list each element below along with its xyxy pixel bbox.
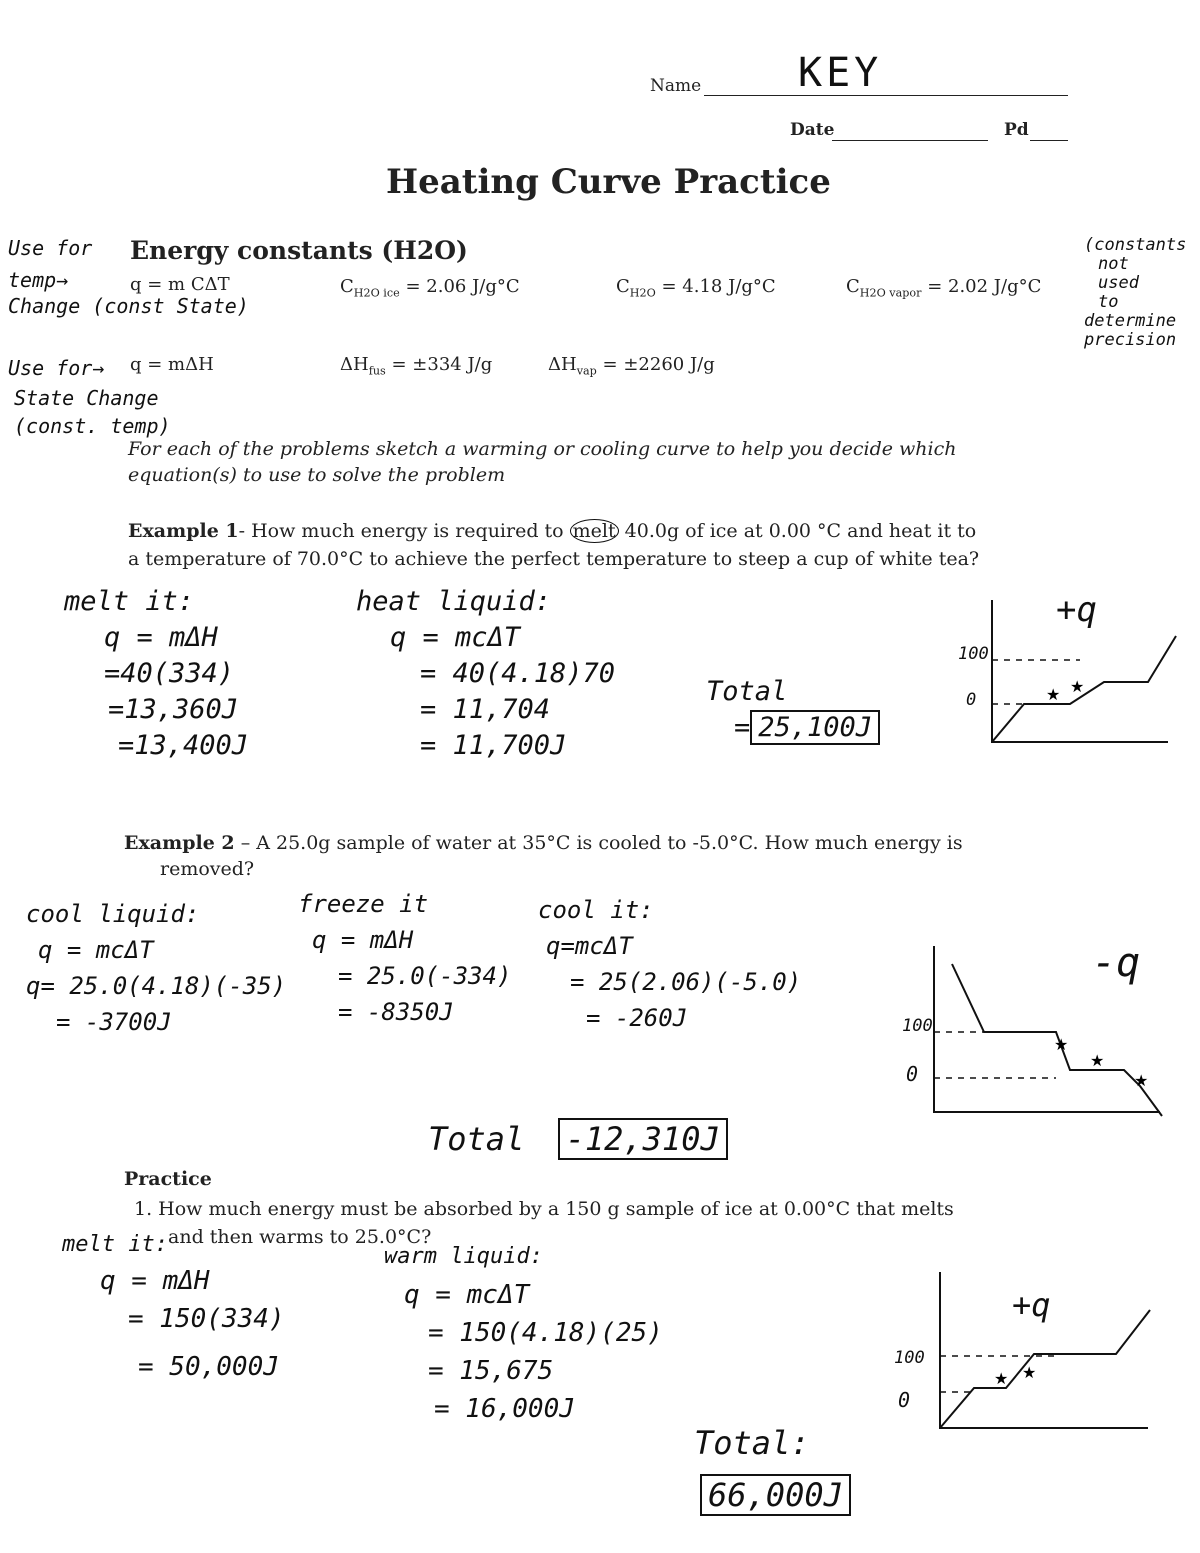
example-1-question-line-2: a temperature of 70.0°C to achieve the perfect temperature to steep a cup of white tea? [128, 548, 980, 570]
margin-note-right: (constants not used to determine precision [1084, 235, 1187, 350]
example-1-work-melt: melt it: q = mΔH =40(334) =13,360J =13,400J [64, 586, 249, 761]
example-2-total: Total -12,310J [428, 1120, 728, 1158]
example-2-cooling-curve [930, 946, 1170, 1116]
margin-note-use-for: Use for [8, 236, 93, 260]
example-1-total-value: 25,100J [750, 710, 880, 745]
page-title: Heating Curve Practice [386, 162, 831, 202]
svg-text:★: ★ [1046, 685, 1061, 704]
example-1-question: Example 1- How much energy is required to melt 40.0g of ice at 0.00 °C and heat it to [128, 520, 977, 542]
example-1-work-heat: heat liquid: q = mcΔT = 40(4.18)70 = 11,704 = 11,700J [356, 586, 616, 761]
example-1-axis-100: 100 [958, 644, 989, 664]
svg-text:★: ★ [1134, 1071, 1149, 1090]
name-value: KEY [798, 50, 883, 96]
svg-text:★: ★ [1022, 1363, 1037, 1382]
name-label: Name [650, 76, 702, 96]
practice-heating-curve [936, 1272, 1152, 1432]
example-2-axis-100: 100 [902, 1016, 933, 1036]
practice-total [700, 1476, 851, 1514]
example-2-question-line-2: removed? [160, 858, 255, 880]
pd-line [1030, 140, 1068, 141]
c-water: $C_{H2O} = 4.18$ J/g°C [616, 276, 776, 300]
date-line [832, 140, 988, 141]
margin-note-state-change: State Change [14, 386, 159, 410]
svg-text:★: ★ [1070, 677, 1085, 696]
date-label: Date [790, 120, 835, 140]
example-1-sign: +q [1056, 590, 1097, 630]
practice-heading: Practice [124, 1168, 212, 1190]
example-2-work-cool-solid: cool it: q=mcΔT = 25(2.06)(-5.0) = -260J [538, 896, 802, 1032]
example-2-question: Example 2 – A 25.0g sample of water at 35°C is cooled to -5.0°C. How much energy is [124, 832, 963, 854]
example-1-total: = 25,100J [734, 712, 880, 743]
practice-work-melt-label: melt it: [62, 1232, 168, 1257]
practice-total-value: 66,000J [700, 1474, 851, 1516]
example-2-sign: -q [1092, 940, 1141, 986]
practice-question-1: 1. How much energy must be absorbed by a 150 g sample of ice at 0.00°C that melts [134, 1198, 954, 1220]
instructions-line-2: equation(s) to use to solve the problem [128, 464, 506, 486]
c-vapor: $C_{H2O vapor} = 2.02$ J/g°C [846, 276, 1042, 300]
margin-note-temp: temp→ [8, 268, 69, 292]
margin-note-change: Change (const State) [8, 294, 249, 318]
practice-total-label: Total: [694, 1424, 810, 1462]
name-line [704, 95, 1068, 96]
practice-axis-100: 100 [894, 1348, 925, 1368]
instructions-line-1: For each of the problems sketch a warming or cooling curve to help you decide which [128, 438, 957, 460]
example-2-work-cool-liquid: cool liquid: q = mcΔT q= 25.0(4.18)(-35) = -3700J [26, 900, 287, 1036]
practice-axis-0: 0 [898, 1388, 911, 1412]
pd-label: Pd [1004, 120, 1029, 140]
example-1-heating-curve [980, 596, 1180, 746]
h-fusion: $\Delta H_{fus} = \pm 334$ J/g [340, 354, 493, 378]
practice-work-melt: q = mΔH = 150(334) = 50,000J [100, 1266, 285, 1382]
svg-text:★: ★ [994, 1369, 1009, 1388]
example-2-work-freeze: freeze it q = mΔH = 25.0(-334) = -8350J [298, 890, 512, 1026]
example-2-axis-0: 0 [906, 1062, 919, 1086]
eq-state-change: q = mΔH [130, 354, 214, 375]
practice-work-warm: warm liquid: q = mcΔT = 150(4.18)(25) = 15,675 = 16,000J [384, 1244, 663, 1424]
constants-heading: Energy constants (H2O) [130, 236, 468, 265]
margin-note-use-for-2: Use for→ [8, 356, 105, 380]
example-1-axis-0: 0 [966, 690, 977, 710]
svg-text:★: ★ [1090, 1051, 1105, 1070]
circled-melt: melt [570, 519, 619, 543]
margin-note-const-temp: (const. temp) [14, 414, 171, 438]
practice-question-1-line-2: and then warms to 25.0°C? [168, 1226, 432, 1248]
svg-text:★: ★ [1054, 1035, 1069, 1054]
practice-sign: +q [1012, 1286, 1051, 1324]
c-ice: $C_{H2O ice} = 2.06$ J/g°C [340, 276, 520, 300]
example-1-total-label: Total [706, 676, 788, 707]
example-2-total-value: -12,310J [558, 1118, 728, 1160]
h-vaporization: $\Delta H_{vap} = \pm 2260$ J/g [548, 354, 715, 378]
eq-temperature: q = m CΔT [130, 274, 230, 295]
